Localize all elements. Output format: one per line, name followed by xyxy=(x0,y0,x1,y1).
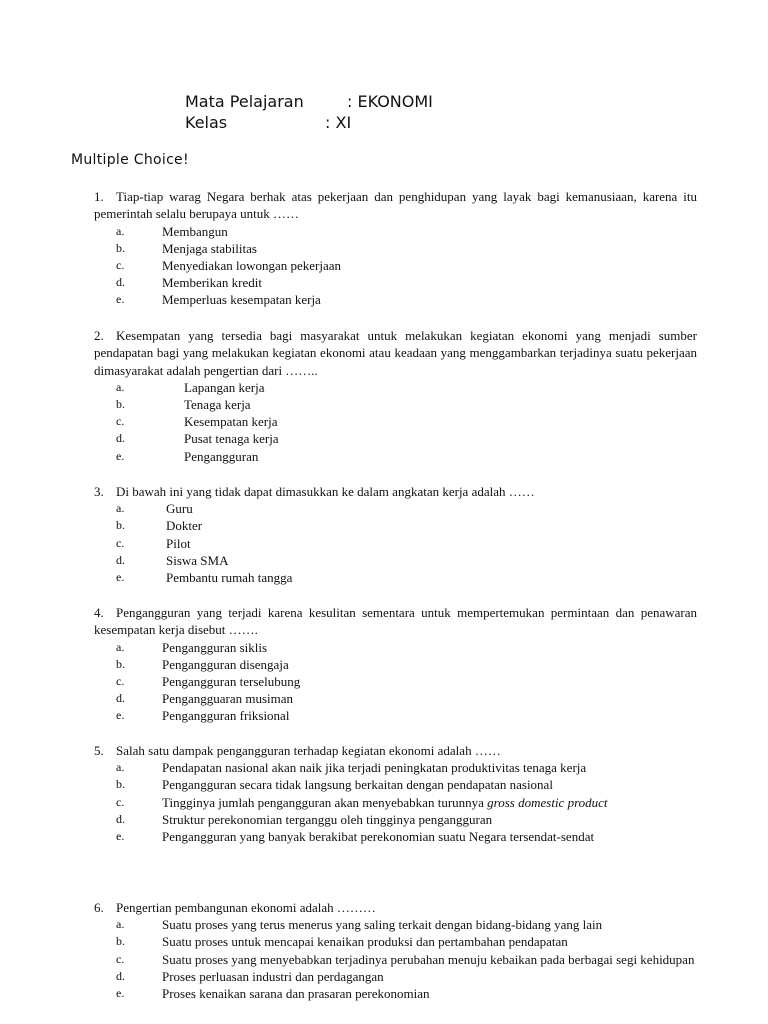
option-b[interactable] xyxy=(94,240,697,257)
question-stem xyxy=(94,742,697,759)
option-text-wrapper xyxy=(162,794,608,811)
question-text: Tiap-tiap warag Negara berhak atas pekerjaan dan penghidupan yang layak bagi kemanusiaan, karena itu pemerintah selalu berupaya untuk …… xyxy=(94,189,697,222)
option-a[interactable] xyxy=(94,500,697,517)
option-text: Memberikan kredit xyxy=(162,275,262,291)
option-letter: d. xyxy=(116,552,125,567)
question-text: Pengertian pembangunan ekonomi adalah ……… xyxy=(116,900,376,915)
option-text: Pendapatan nasional akan naik jika terjadi peningkatan produktivitas tenaga kerja xyxy=(162,760,587,776)
option-text: Suatu proses yang menyebabkan terjadinya perubahan menuju kebaikan pada berbagai segi kehidupan xyxy=(162,951,695,967)
option-e[interactable] xyxy=(94,828,697,845)
option-text: Pengangguran yang banyak berakibat perekonomian suatu Negara tersendat-sendat xyxy=(162,829,595,845)
option-c[interactable] xyxy=(72,951,697,968)
option-letter: e. xyxy=(116,829,125,844)
option-text: Menjaga stabilitas xyxy=(162,240,257,256)
option-letter: d. xyxy=(116,691,125,706)
option-text: Proses kenaikan sarana dan prasaran perekonomian xyxy=(162,986,430,1002)
question-2 xyxy=(94,327,697,465)
option-b[interactable] xyxy=(94,396,697,413)
option-text: Pengangguran xyxy=(184,448,259,464)
option-letter: e. xyxy=(116,986,125,1001)
option-c[interactable] xyxy=(94,413,697,430)
question-stem xyxy=(94,604,697,639)
subject-value: : EKONOMI xyxy=(347,92,433,111)
option-text: Pilot xyxy=(166,535,191,551)
option-text: Membangun xyxy=(162,223,228,239)
option-text: Memperluas kesempatan kerja xyxy=(162,292,321,308)
question-number: 1. xyxy=(94,189,104,204)
option-b[interactable] xyxy=(94,933,697,950)
options-list xyxy=(94,500,697,586)
question-stem xyxy=(94,327,697,379)
option-a[interactable] xyxy=(94,223,697,240)
option-letter: b. xyxy=(116,397,125,412)
option-e[interactable] xyxy=(94,569,697,586)
question-3 xyxy=(94,483,697,586)
option-text: Proses perluasan industri dan perdagangan xyxy=(162,968,384,984)
question-number: 5. xyxy=(94,743,104,758)
option-e[interactable] xyxy=(94,448,697,465)
option-text: Pengangguaran musiman xyxy=(162,691,294,707)
option-letter: d. xyxy=(116,431,125,446)
option-c[interactable] xyxy=(94,257,697,274)
option-letter: b. xyxy=(116,240,125,255)
option-text: Suatu proses yang terus menerus yang saling terkait dengan bidang-bidang yang lain xyxy=(162,917,603,933)
question-5 xyxy=(94,742,697,845)
question-text: Pengangguran yang terjadi karena kesulitan sementara untuk mempertemukan permintaan dan penawaran kesempatan kerja disebut ……. xyxy=(94,605,697,638)
option-c[interactable] xyxy=(94,794,697,811)
question-number: 4. xyxy=(94,605,104,620)
question-4 xyxy=(94,604,697,725)
option-letter: b. xyxy=(116,934,125,949)
option-letter: a. xyxy=(116,501,125,516)
option-d[interactable] xyxy=(94,274,697,291)
option-letter: a. xyxy=(116,223,125,238)
option-d[interactable] xyxy=(94,811,697,828)
options-list xyxy=(94,223,697,309)
option-text: Pengangguran secara tidak langsung berkaitan dengan pendapatan nasional xyxy=(162,777,553,793)
question-stem xyxy=(94,483,697,500)
class-row xyxy=(185,113,485,133)
option-letter: e. xyxy=(116,708,125,723)
option-letter: c. xyxy=(116,951,125,966)
option-text-italic: gross domestic product xyxy=(487,794,608,810)
options-list xyxy=(94,916,697,1002)
option-text: Kesempatan kerja xyxy=(184,414,278,430)
class-value: : XI xyxy=(325,113,352,132)
question-6 xyxy=(94,899,697,1002)
option-a[interactable] xyxy=(94,759,697,776)
option-letter: e. xyxy=(116,292,125,307)
option-letter: d. xyxy=(116,968,125,983)
option-letter: b. xyxy=(116,518,125,533)
options-list xyxy=(94,639,697,725)
option-letter: d. xyxy=(116,811,125,826)
question-text: Salah satu dampak pengangguran terhadap kegiatan ekonomi adalah …… xyxy=(116,743,501,758)
section-title: Multiple Choice! xyxy=(71,152,189,168)
option-text: Pengangguran friksional xyxy=(162,708,290,724)
option-letter: a. xyxy=(116,639,125,654)
option-b[interactable] xyxy=(94,656,697,673)
option-d[interactable] xyxy=(94,968,697,985)
option-d[interactable] xyxy=(94,552,697,569)
option-text: Struktur perekonomian terganggu oleh tingginya pengangguran xyxy=(162,811,493,827)
option-letter: c. xyxy=(116,794,125,809)
option-text: Tenaga kerja xyxy=(184,397,251,413)
option-text: Dokter xyxy=(166,518,203,534)
option-text: Pusat tenaga kerja xyxy=(184,431,279,447)
option-letter: a. xyxy=(116,917,125,932)
option-a[interactable] xyxy=(94,916,697,933)
option-text: Tingginya jumlah pengangguran akan menyebabkan turunnya xyxy=(162,794,484,810)
option-letter: c. xyxy=(116,673,125,688)
option-letter: d. xyxy=(116,275,125,290)
question-number: 2. xyxy=(94,328,104,343)
option-c[interactable] xyxy=(94,535,697,552)
option-letter: b. xyxy=(116,777,125,792)
option-e[interactable] xyxy=(94,291,697,308)
option-letter: c. xyxy=(116,414,125,429)
question-number: 3. xyxy=(94,484,104,499)
option-text: Lapangan kerja xyxy=(184,379,265,395)
option-b[interactable] xyxy=(94,517,697,534)
options-list xyxy=(94,379,697,465)
option-text: Guru xyxy=(166,501,193,517)
question-number: 6. xyxy=(94,900,104,915)
question-1 xyxy=(94,188,697,309)
question-stem xyxy=(94,188,697,223)
options-list xyxy=(94,759,697,845)
option-text: Pembantu rumah tangga xyxy=(166,570,293,586)
question-text: Kesempatan yang tersedia bagi masyarakat untuk melakukan kegiatan ekonomi yang menjadi sumber pendapatan bagi yang melakukan kegiatan ekonomi atau keadaan yang menggambarkan terjadinya suatu pekerjaan dimasyarakat adalah pengertian dari …….. xyxy=(94,328,697,378)
class-label: Kelas xyxy=(185,113,228,132)
option-text: Suatu proses untuk mencapai kenaikan produksi dan pertambahan pendapatan xyxy=(162,934,568,950)
question-stem xyxy=(94,899,697,916)
option-letter: c. xyxy=(116,535,125,550)
option-text: Siswa SMA xyxy=(166,552,229,568)
subject-label: Mata Pelajaran xyxy=(185,92,304,111)
option-e[interactable] xyxy=(94,707,697,724)
option-d[interactable] xyxy=(94,430,697,447)
question-text: Di bawah ini yang tidak dapat dimasukkan ke dalam angkatan kerja adalah …… xyxy=(116,484,535,499)
option-text: Pengangguran siklis xyxy=(162,639,268,655)
option-letter: a. xyxy=(116,760,125,775)
option-e[interactable] xyxy=(94,985,697,1002)
option-text: Pengangguran disengaja xyxy=(162,656,289,672)
option-text: Menyediakan lowongan pekerjaan xyxy=(162,257,342,273)
option-text: Pengangguran terselubung xyxy=(162,673,301,689)
option-a[interactable] xyxy=(94,379,697,396)
option-letter: a. xyxy=(116,379,125,394)
option-b[interactable] xyxy=(94,776,697,793)
option-letter: c. xyxy=(116,257,125,272)
option-c[interactable] xyxy=(94,673,697,690)
option-a[interactable] xyxy=(94,639,697,656)
option-d[interactable] xyxy=(94,690,697,707)
option-letter: b. xyxy=(116,656,125,671)
option-letter: e. xyxy=(116,448,125,463)
subject-row xyxy=(185,92,485,112)
option-letter: e. xyxy=(116,570,125,585)
